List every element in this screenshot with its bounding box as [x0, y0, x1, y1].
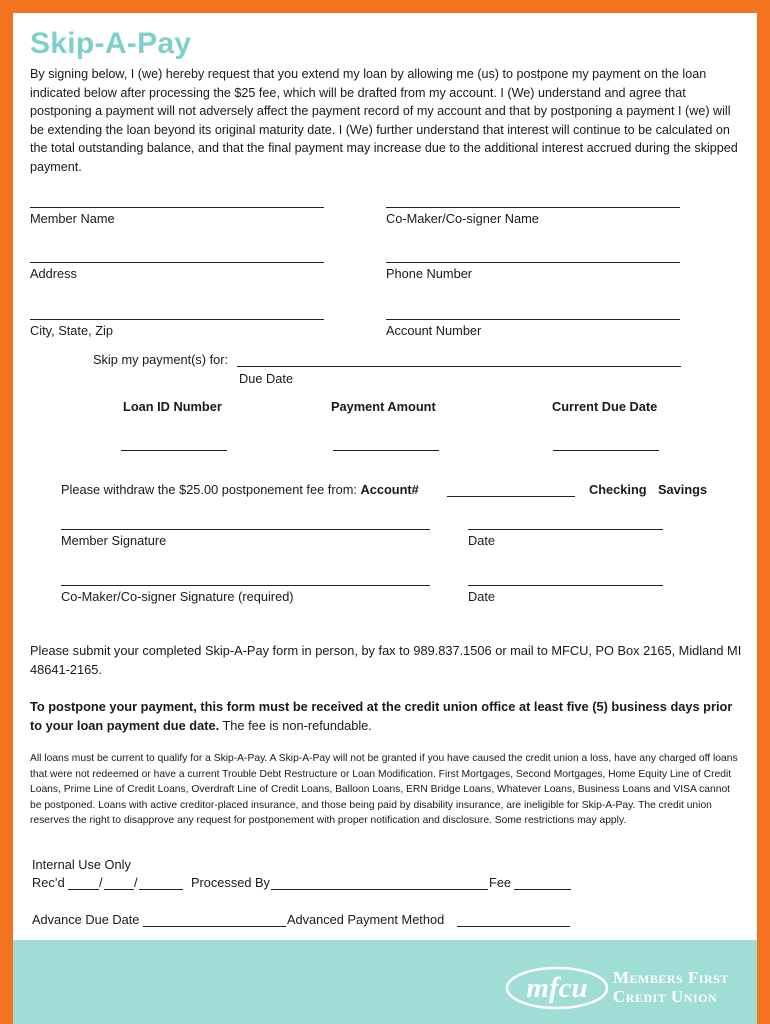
- mfcu-logo-icon: [503, 963, 611, 1013]
- account-hash-label: Account#: [360, 482, 419, 497]
- logo-wordmark: [613, 968, 729, 1006]
- submit-instructions: Please submit your completed Skip-A-Pay form in person, by fax to 989.837.1506 or mail to MFCU, PO Box 2165, Midland MI 48641-2165.: [30, 643, 742, 677]
- comaker-signature-label: Co-Maker/Co-signer Signature (required): [61, 589, 294, 604]
- logo-line2: Credit Union: [613, 987, 718, 1006]
- deadline-bold: To postpone your payment, this form must be received at the credit union office at least five (5) business days prior to your loan payment due date.: [30, 699, 733, 733]
- advance-due-date-field[interactable]: [143, 926, 286, 927]
- intro-paragraph: By signing below, I (we) hereby request that you extend my loan by allowing me (us) to postpone my payment on the loan indicated below after processing the $25 fee, which will be drafted from my account. I (We) understand and agree that postponing a payment will not adversely affect the payment record of my account and that by postponing a payment I (we) will be extending the loan beyond its original maturity date. I (We) further understand that interest will continue to be calculated on the total outstanding balance, and that the final payment may increase due to the additional interest accrued during the skipped payment.: [30, 67, 738, 174]
- internal-use-heading: Internal Use Only: [32, 857, 131, 872]
- loan-id-header: Loan ID Number: [123, 399, 222, 414]
- fine-print: All loans must be current to qualify for a Skip-A-Pay. A Skip-A-Pay will not be granted if you have caused the credit union a loss, have any charged off loans that were not redeemed or have a current Trouble Debt Restructure or Loan Modification. First Mortgages, Second Mortgages, Home Equity Line of Credit Loans, Prime Line of Credit Loans, Overdraft Line of Credit Loans, Balloon Loans, ERN Bridge Loans, Whatever Loans, Business Loans and VISA cannot be postponed. Loans with active creditor-placed insurance, and those being paid by disability insurance, are ineligible for Skip-A-Pay. The credit union reserves the right to disapprove any request for postponement with proper notification and disclosure. Some restrictions may apply.: [30, 753, 738, 827]
- address-field[interactable]: [30, 262, 324, 263]
- form-title: Skip-A-Pay: [30, 27, 192, 60]
- fee-field[interactable]: [514, 889, 571, 890]
- due-date-field[interactable]: [237, 366, 681, 367]
- current-due-date-header: Current Due Date: [552, 399, 658, 414]
- logo-mark-text: mfcu: [526, 972, 588, 1004]
- recd-year-field[interactable]: [139, 889, 183, 890]
- checking-option[interactable]: Checking: [589, 482, 647, 497]
- date1-field[interactable]: [468, 529, 663, 530]
- processed-by-label: Processed By: [191, 875, 270, 890]
- account-number-field[interactable]: [386, 319, 680, 320]
- current-due-date-field[interactable]: [553, 450, 659, 451]
- recd-slash-1: /: [99, 875, 103, 890]
- fee-label: Fee: [489, 875, 512, 890]
- address-label: Address: [30, 266, 77, 281]
- member-name-field[interactable]: [30, 207, 324, 208]
- payment-amount-header: Payment Amount: [331, 399, 436, 414]
- advance-payment-method-label: Advanced Payment Method: [287, 912, 445, 927]
- member-signature-field[interactable]: [61, 529, 430, 530]
- recd-label: Rec’d: [32, 875, 65, 890]
- date2-label: Date: [468, 589, 496, 604]
- skip-label: Skip my payment(s) for:: [93, 352, 229, 367]
- logo-line1: Members First: [613, 968, 729, 987]
- advance-due-date-label: Advance Due Date: [32, 912, 140, 927]
- city-label: City, State, Zip: [30, 323, 113, 338]
- date2-field[interactable]: [468, 585, 663, 586]
- date1-label: Date: [468, 533, 496, 548]
- comaker-signature-field[interactable]: [61, 585, 430, 586]
- savings-option[interactable]: Savings: [658, 482, 708, 497]
- phone-field[interactable]: [386, 262, 680, 263]
- withdraw-label: [61, 482, 419, 497]
- deadline-paragraph: [30, 697, 742, 735]
- withdraw-account-field[interactable]: [447, 496, 575, 497]
- payment-amount-field[interactable]: [333, 450, 439, 451]
- due-date-label: Due Date: [239, 371, 294, 386]
- recd-day-field[interactable]: [104, 889, 134, 890]
- comaker-name-label: Co-Maker/Co-signer Name: [386, 211, 539, 226]
- city-field[interactable]: [30, 319, 324, 320]
- form-page: [13, 13, 757, 1024]
- withdraw-text: Please withdraw the $25.00 postponement fee from:: [61, 482, 361, 497]
- processed-by-field[interactable]: [271, 889, 488, 890]
- account-number-label: Account Number: [386, 323, 482, 338]
- deadline-rest: The fee is non-refundable.: [219, 718, 372, 733]
- advance-payment-method-field[interactable]: [457, 926, 570, 927]
- comaker-name-field[interactable]: [386, 207, 680, 208]
- recd-month-field[interactable]: [68, 889, 99, 890]
- member-name-label: Member Name: [30, 211, 115, 226]
- loan-id-field[interactable]: [121, 450, 227, 451]
- recd-slash-2: /: [134, 875, 138, 890]
- member-signature-label: Member Signature: [61, 533, 167, 548]
- phone-label: Phone Number: [386, 266, 473, 281]
